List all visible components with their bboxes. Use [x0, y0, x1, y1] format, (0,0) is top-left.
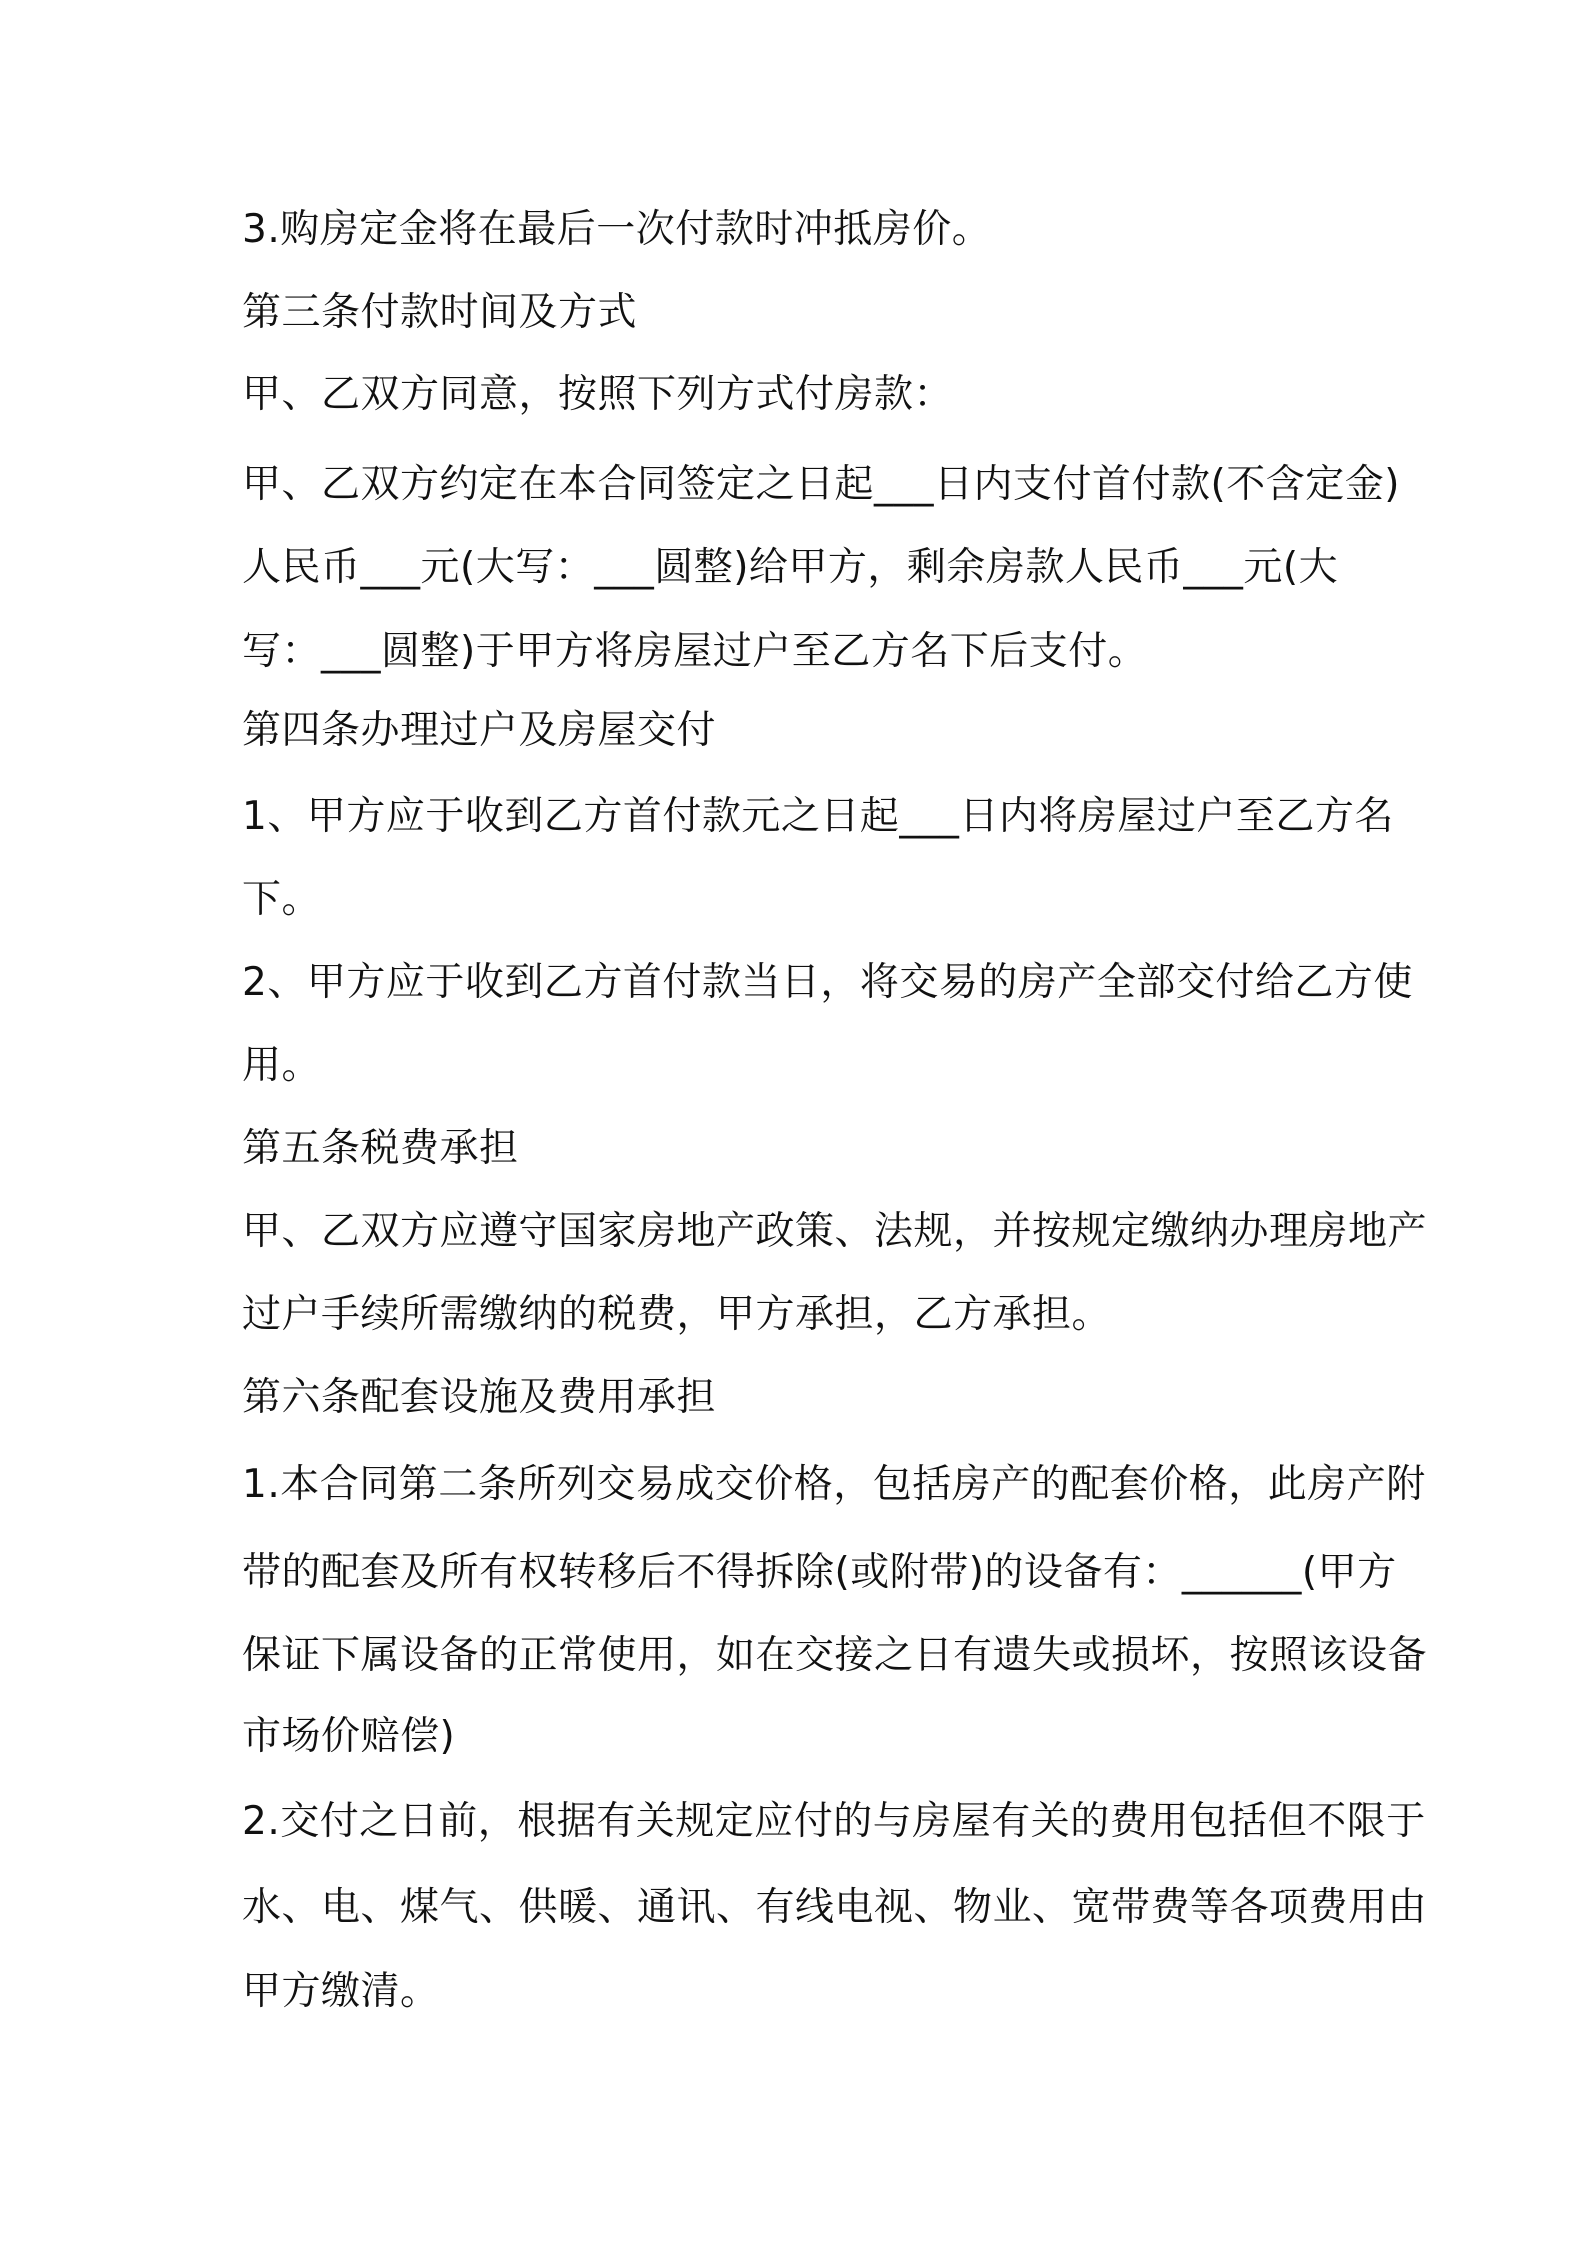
paragraph-line: 下。	[242, 877, 322, 922]
paragraph-line: 3.购房定金将在最后一次付款时冲抵房价。	[242, 207, 992, 252]
paragraph-line: 2、甲方应于收到乙方首付款当日，将交易的房产全部交付给乙方使	[242, 960, 1413, 1005]
paragraph-line: 水、电、煤气、供暖、通讯、有线电视、物业、宽带费等各项费用由	[242, 1885, 1428, 1930]
paragraph-line: 保证下属设备的正常使用，如在交接之日有遗失或损坏，按照该设备	[242, 1633, 1428, 1678]
paragraph-line: 1、甲方应于收到乙方首付款元之日起___日内将房屋过户至乙方名	[242, 794, 1394, 839]
section-heading: 第三条付款时间及方式	[242, 290, 638, 335]
section-heading: 第四条办理过户及房屋交付	[242, 708, 717, 753]
paragraph-line: 甲、乙双方约定在本合同签定之日起___日内支付首付款(不含定金)	[242, 462, 1400, 507]
paragraph-line: 甲方缴清。	[242, 1969, 440, 2014]
paragraph-line: 甲、乙双方同意，按照下列方式付房款：	[242, 372, 954, 417]
paragraph-line: 带的配套及所有权转移后不得拆除(或附带)的设备有：______(甲方	[242, 1550, 1397, 1595]
paragraph-line: 用。	[242, 1043, 322, 1088]
paragraph-line: 市场价赔偿)	[242, 1714, 456, 1759]
paragraph-line: 写：___圆整)于甲方将房屋过户至乙方名下后支付。	[242, 629, 1148, 674]
section-heading: 第五条税费承担	[242, 1126, 519, 1171]
paragraph-line: 过户手续所需缴纳的税费，甲方承担，乙方承担。	[242, 1292, 1112, 1337]
paragraph-line: 甲、乙双方应遵守国家房地产政策、法规，并按规定缴纳办理房地产	[242, 1209, 1428, 1254]
paragraph-line: 1.本合同第二条所列交易成交价格，包括房产的配套价格，此房产附	[242, 1462, 1426, 1507]
paragraph-line: 人民币___元(大写：___圆整)给甲方，剩余房款人民币___元(大	[242, 545, 1339, 590]
section-heading: 第六条配套设施及费用承担	[242, 1375, 717, 1420]
paragraph-line: 2.交付之日前，根据有关规定应付的与房屋有关的费用包括但不限于	[242, 1799, 1426, 1844]
